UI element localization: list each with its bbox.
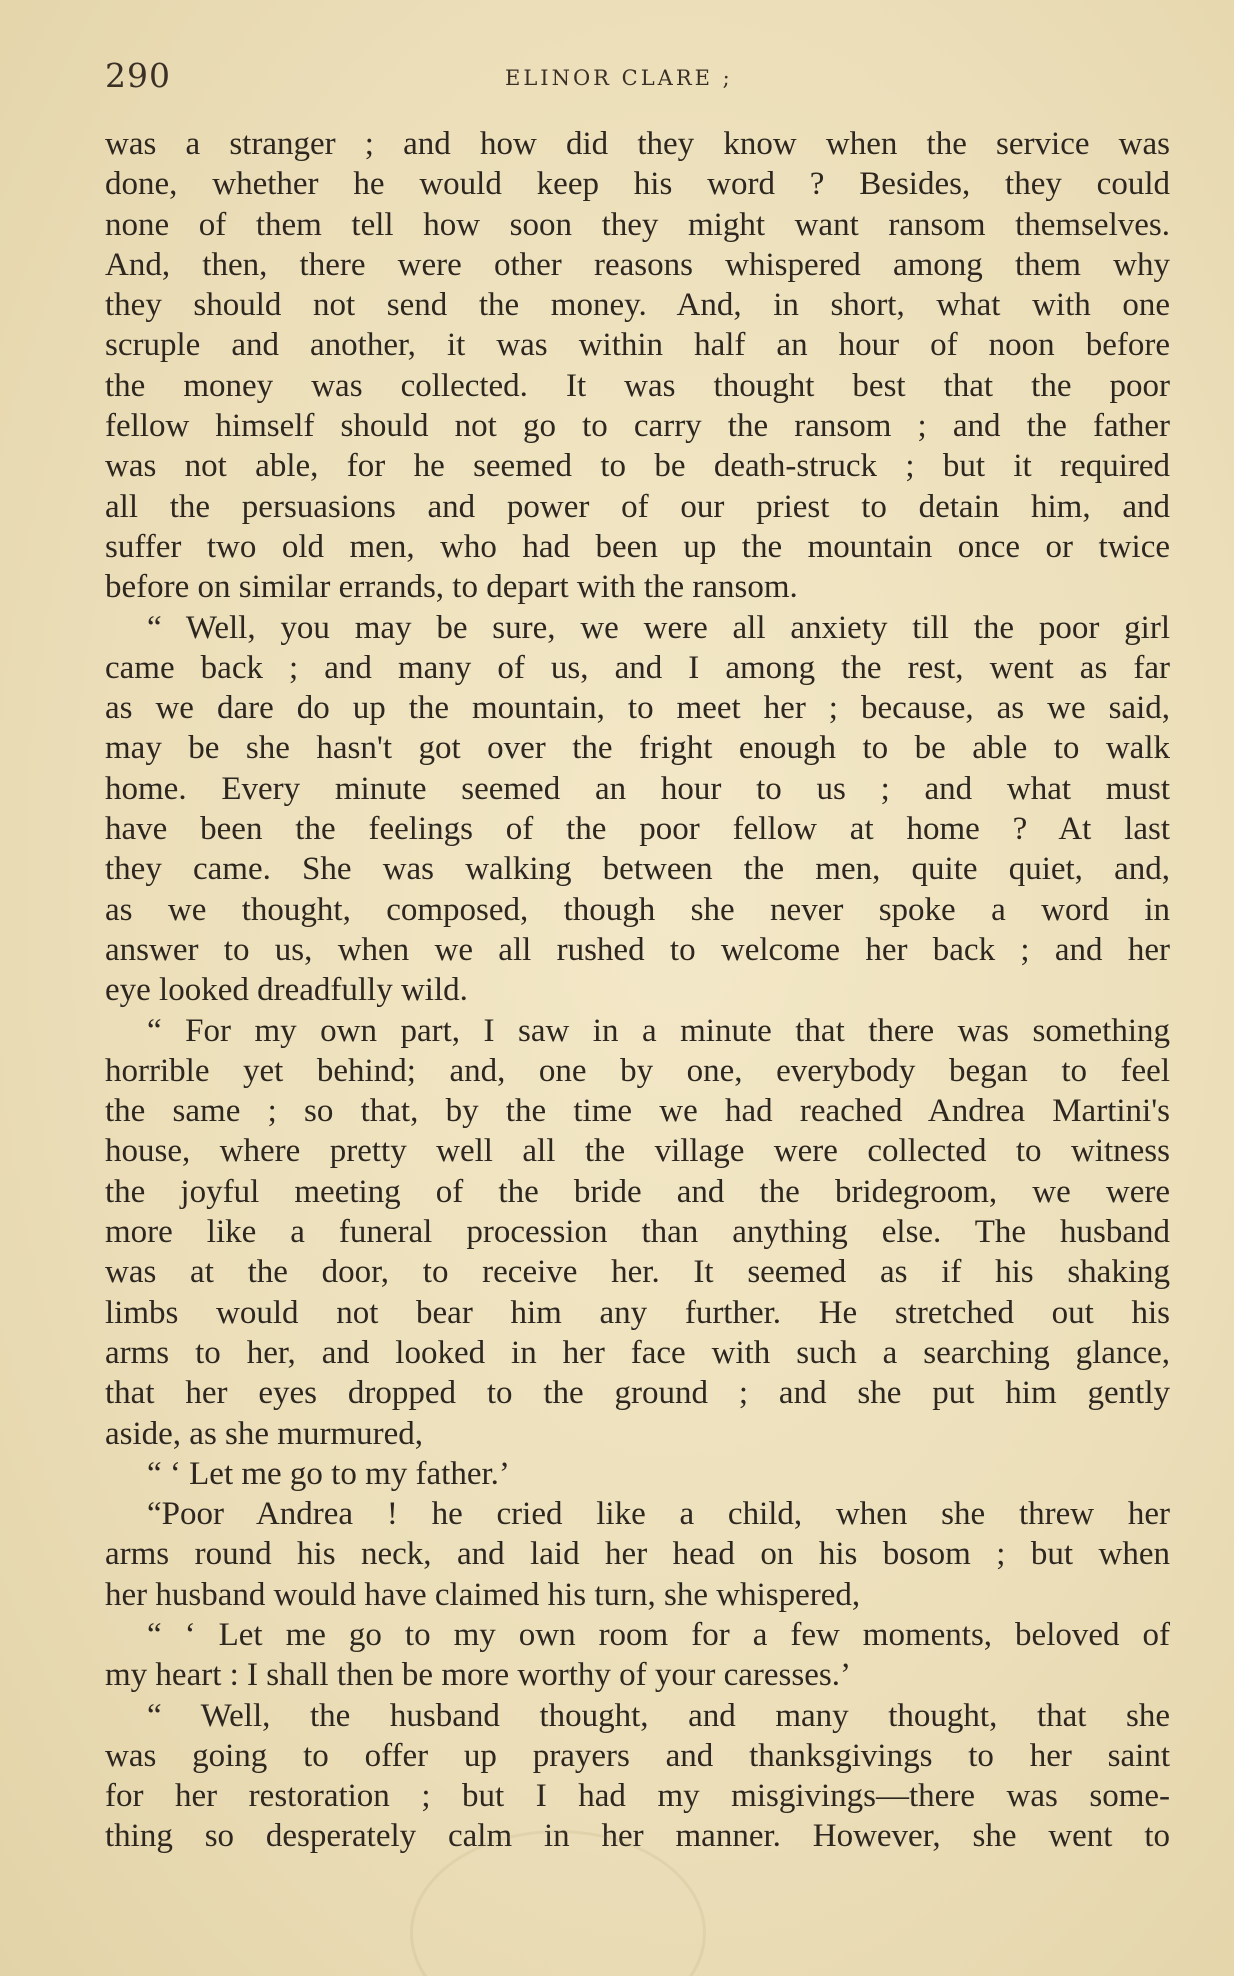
- text-line: have been the feelings of the poor fellow at home ? At last: [105, 811, 1170, 848]
- text-line: “ For my own part, I saw in a minute that there was something: [147, 1012, 1170, 1049]
- text-line: horrible yet behind; and, one by one, everybody began to feel: [105, 1052, 1170, 1089]
- text-line: arms to her, and looked in her face with such a searching glance,: [105, 1334, 1170, 1371]
- text-line: the same ; so that, by the time we had reached Andrea Martini's: [105, 1093, 1170, 1130]
- text-line: thing so desperately calm in her manner. However, she went to: [105, 1818, 1170, 1855]
- text-line: And, then, there were other reasons whispered among them why: [105, 246, 1170, 283]
- text-line: they came. She was walking between the men, quite quiet, and,: [105, 851, 1170, 888]
- text-line: “Poor Andrea ! he cried like a child, when she threw her: [147, 1496, 1170, 1533]
- text-line: was a stranger ; and how did they know when the service was: [105, 126, 1170, 162]
- text-line: “ ‘ Let me go to my own room for a few moments, beloved of: [147, 1616, 1170, 1653]
- text-line: for her restoration ; but I had my misgivings—there was some-: [105, 1778, 1170, 1815]
- text-line: home. Every minute seemed an hour to us ; and what must: [105, 770, 1170, 807]
- text-line: none of them tell how soon they might want ransom themselves.: [105, 206, 1170, 243]
- text-line: they should not send the money. And, in short, what with one: [105, 287, 1170, 324]
- text-line: my heart : I shall then be more worthy of your caresses.’: [105, 1657, 851, 1694]
- text-line: before on similar errands, to depart with the ransom.: [105, 569, 798, 606]
- text-line: fellow himself should not go to carry the ransom ; and the father: [105, 408, 1170, 445]
- text-line: suffer two old men, who had been up the mountain once or twice: [105, 528, 1170, 565]
- running-title: ELINOR CLARE ;: [505, 66, 733, 90]
- text-line: was at the door, to receive her. It seemed as if his shaking: [105, 1254, 1170, 1291]
- page-number: 290: [105, 56, 171, 95]
- text-line: “ Well, you may be sure, we were all anxiety till the poor girl: [147, 609, 1170, 646]
- text-line: aside, as she murmured,: [105, 1415, 423, 1452]
- text-line: house, where pretty well all the village were collected to witness: [105, 1133, 1170, 1170]
- text-line: came back ; and many of us, and I among the rest, went as far: [105, 649, 1170, 686]
- text-line: her husband would have claimed his turn, she whispered,: [105, 1576, 861, 1613]
- text-line: scruple and another, it was within half an hour of noon before: [105, 327, 1170, 364]
- text-line: “ Well, the husband thought, and many thought, that she: [147, 1697, 1170, 1734]
- text-line: arms round his neck, and laid her head on his bosom ; but when: [105, 1536, 1170, 1573]
- text-line: done, whether he would keep his word ? Besides, they could: [105, 166, 1170, 203]
- text-line: eye looked dreadfully wild.: [105, 972, 468, 1009]
- text-line: was going to offer up prayers and thanksgivings to her saint: [105, 1737, 1170, 1774]
- text-line: more like a funeral procession than anything else. The husband: [105, 1214, 1170, 1251]
- text-line: may be she hasn't got over the fright enough to be able to walk: [105, 730, 1170, 767]
- text-line: the money was collected. It was thought best that the poor: [105, 367, 1170, 404]
- body-text: [105, 124, 1170, 1857]
- text-line: “ ‘ Let me go to my father.’: [147, 1455, 510, 1492]
- text-line: as we dare do up the mountain, to meet her ; because, as we said,: [105, 690, 1170, 727]
- text-line: that her eyes dropped to the ground ; and she put him gently: [105, 1375, 1170, 1412]
- text-line: answer to us, when we all rushed to welcome her back ; and her: [105, 931, 1170, 968]
- text-line: limbs would not bear him any further. He stretched out his: [105, 1294, 1170, 1331]
- text-line: all the persuasions and power of our priest to detain him, and: [105, 488, 1170, 525]
- text-line: was not able, for he seemed to be death-struck ; but it required: [105, 448, 1170, 485]
- text-line: the joyful meeting of the bride and the bridegroom, we were: [105, 1173, 1170, 1210]
- text-line: as we thought, composed, though she never spoke a word in: [105, 891, 1170, 928]
- page-header: [105, 52, 1175, 102]
